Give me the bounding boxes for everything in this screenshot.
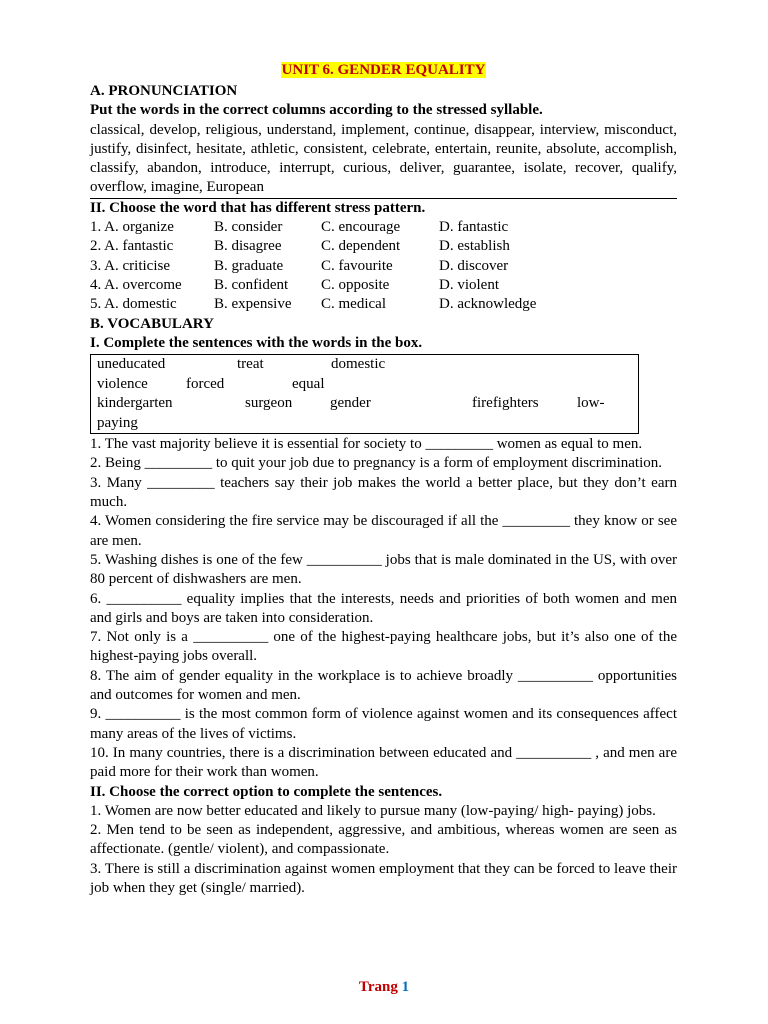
section-b-instruction: I. Complete the sentences with the words in the box.	[90, 334, 423, 351]
stress-options-table	[90, 218, 536, 314]
option-b: B. confident	[214, 276, 289, 293]
option-a: 4. A. overcome	[90, 276, 182, 293]
option-c: C. encourage	[321, 219, 401, 236]
section-a-heading: A. PRONUNCIATION	[90, 83, 238, 99]
word-box-word: surgeon	[245, 395, 293, 412]
option-b: B. graduate	[214, 257, 284, 274]
unit-title-wrap	[90, 62, 677, 82]
word-box-word: domestic	[331, 356, 386, 373]
option-sentence: 2. Men tend to be seen as independent, aggressive, and ambitious, whereas women are seen as affectionate. (gentle/ violent), and compassionate.	[90, 822, 677, 858]
option-b: B. consider	[214, 219, 283, 236]
stress-row	[90, 218, 536, 237]
vocab-sentence: 6. __________ equality implies that the interests, needs and priorities of both women and men and girls and boys are taken into consideration.	[90, 590, 677, 626]
section-b-heading: B. VOCABULARY	[90, 315, 214, 332]
vocab-sentence: 1. The vast majority believe it is essential for society to _________ women as equal to men.	[90, 436, 643, 453]
option-sentence: 1. Women are now better educated and likely to pursue many (low-paying/ high- paying) jobs.	[90, 802, 656, 819]
word-box-row	[97, 355, 638, 375]
section-a-instruction: Put the words in the correct columns according to the stressed syllable.	[90, 102, 543, 119]
options-heading: II. Choose the correct option to complete the sentences.	[90, 783, 443, 800]
word-box-word: uneducated	[97, 356, 166, 373]
vocab-sentence: 4. Women considering the fire service may be discouraged if all the _________ they know or see are men.	[90, 513, 677, 549]
word-box-word: low-	[577, 395, 605, 412]
option-d: D. discover	[439, 257, 509, 274]
word-box-row	[97, 414, 638, 434]
option-d: D. violent	[439, 276, 499, 293]
word-box-word: equal	[292, 375, 325, 392]
vocab-sentence: 5. Washing dishes is one of the few __________ jobs that is male dominated in the US, with over 80 percent of dishwashers are men.	[90, 551, 677, 588]
footer-label: Trang	[358, 979, 398, 995]
stress-row	[90, 237, 536, 256]
word-box-word: kindergarten	[97, 395, 173, 412]
vocab-sentence: 10. In many countries, there is a discrimination between educated and __________ , and men are paid more for their work than women.	[90, 744, 677, 781]
option-c: C. dependent	[321, 238, 401, 255]
option-a: 2. A. fantastic	[90, 238, 174, 255]
word-box-word: forced	[186, 375, 225, 392]
vocab-sentence: 7. Not only is a __________ one of the highest-paying healthcare jobs, but it’s also one of the highest-paying jobs overall.	[90, 629, 677, 665]
stress-row	[90, 276, 536, 295]
word-box-row	[97, 375, 638, 395]
option-b: B. disagree	[214, 238, 282, 255]
page-footer	[0, 979, 768, 996]
stress-row	[90, 257, 536, 276]
word-box	[90, 354, 639, 434]
option-a: 1. A. organize	[90, 219, 174, 236]
option-d: D. fantastic	[439, 219, 509, 236]
worksheet-page	[90, 62, 677, 898]
option-d: D. establish	[439, 238, 510, 255]
option-c: C. opposite	[321, 276, 390, 293]
word-box-word: paying	[97, 414, 138, 431]
word-box-word: treat	[237, 356, 264, 373]
option-b: B. expensive	[214, 296, 292, 313]
word-box-row	[97, 394, 638, 414]
option-c: C. favourite	[321, 257, 393, 274]
vocab-sentence: 2. Being _________ to quit your job due to pregnancy is a form of employment discrimination.	[90, 455, 662, 472]
vocab-sentence: 8. The aim of gender equality in the workplace is to achieve broadly __________ opportunities and outcomes for women and men.	[90, 667, 677, 704]
word-box-word: firefighters	[472, 395, 539, 412]
footer-page-number: 1	[401, 979, 410, 995]
unit-title: UNIT 6. GENDER EQUALITY	[281, 62, 486, 78]
word-box-word: violence	[97, 375, 148, 392]
option-sentence: 3. There is still a discrimination against women employment that they can be forced to leave their job when they get (single/ married).	[90, 860, 677, 896]
option-d: D. acknowledge	[439, 296, 537, 313]
word-box-word: gender	[330, 395, 371, 412]
pronunciation-word-list: classical, develop, religious, understand, implement, continue, disappear, interview, misconduct, justify, disinfect, hesitate, athletic, consistent, celebrate, entertain, reunite, absolute, accomplish, classify, abandon, introduce, interrupt, curious, deliver, guarantee, isolate, recover, qualify, overflow, imagine, European	[90, 121, 677, 199]
vocab-sentence: 3. Many _________ teachers say their job makes the world a better place, but they don’t earn much.	[90, 474, 677, 511]
vocab-sentence: 9. __________ is the most common form of violence against women and its consequences affect many areas of the lives of victims.	[90, 706, 677, 742]
stress-heading: II. Choose the word that has different stress pattern.	[90, 199, 426, 216]
option-a: 5. A. domestic	[90, 296, 177, 313]
option-a: 3. A. criticise	[90, 257, 170, 274]
option-c: C. medical	[321, 296, 386, 313]
stress-row	[90, 295, 536, 314]
